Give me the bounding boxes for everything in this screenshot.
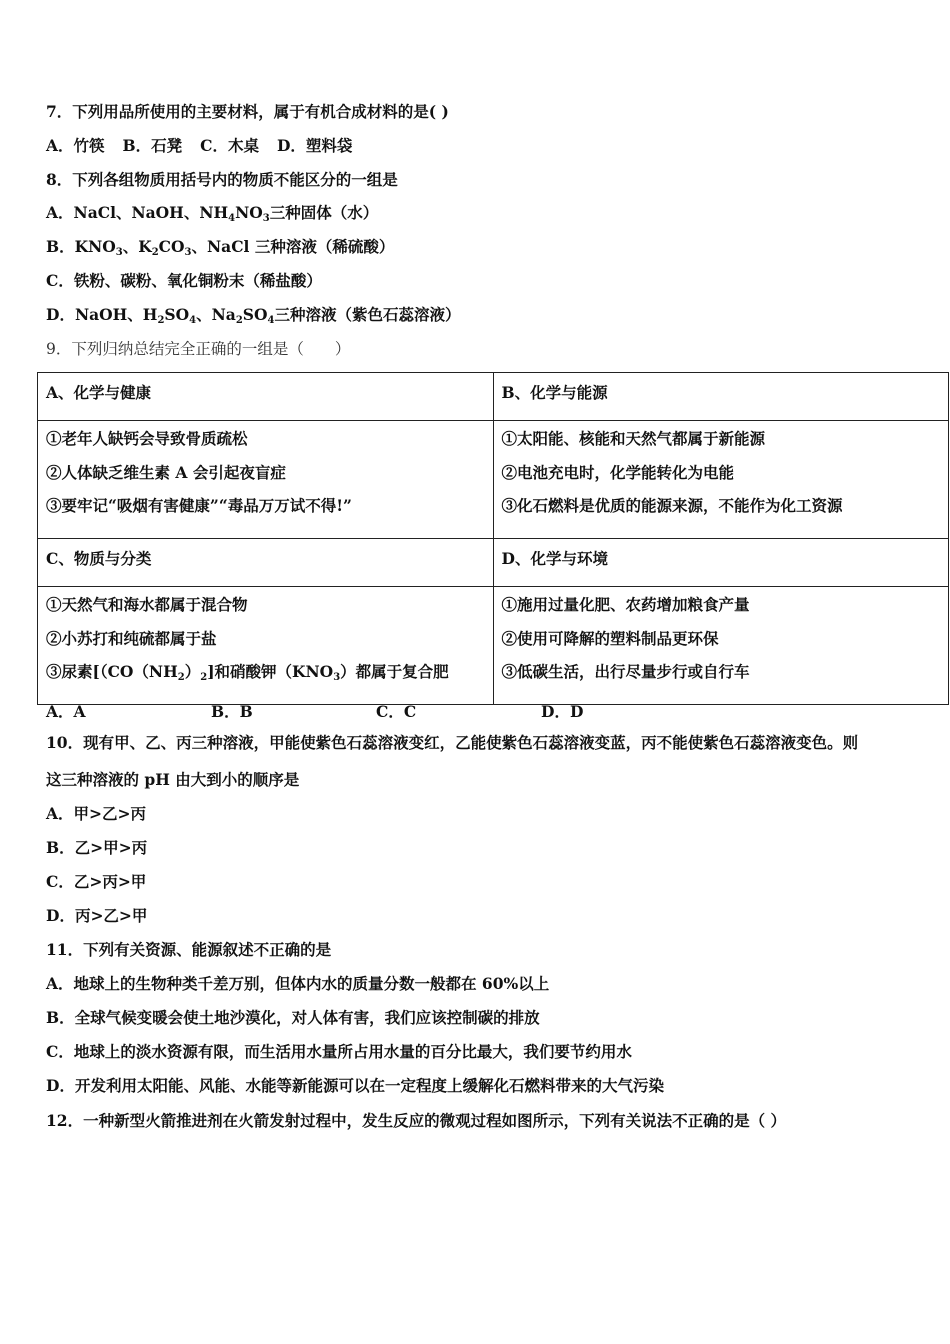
cell-d-heading: D、化学与环境 bbox=[493, 539, 949, 587]
option-c: C．木桌 bbox=[200, 136, 259, 155]
question-7-options bbox=[46, 136, 370, 156]
item: ③要牢记“吸烟有害健康”“毒品万万试不得!” bbox=[46, 496, 352, 515]
question-9-option-a: A．A bbox=[46, 702, 86, 721]
item: ②人体缺乏维生素 A 会引起夜盲症 bbox=[46, 462, 286, 482]
question-11-option-d: D．开发利用太阳能、风能、水能等新能源可以在一定程度上缓解化石燃料带来的大气污染 bbox=[46, 1076, 664, 1095]
text-segment: 三种固体（水） bbox=[269, 203, 379, 222]
cell-a-heading: A、化学与健康 bbox=[38, 373, 494, 421]
item: ①老年人缺钙会导致骨质疏松 bbox=[46, 429, 248, 448]
text-segment: 、NaCl 三种溶液（稀硫酸） bbox=[191, 237, 395, 256]
question-11-option-a: A．地球上的生物种类千差万别，但体内水的质量分数一般都在 60%以上 bbox=[46, 974, 550, 993]
question-9-option-c: C．C bbox=[376, 702, 417, 721]
question-11-option-c: C．地球上的淡水资源有限，而生活用水量所占用水量的百分比最大，我们要节约用水 bbox=[46, 1042, 632, 1061]
question-10-stem: 10．现有甲、乙、丙三种溶液，甲能使紫色石蕊溶液变红，乙能使紫色石蕊溶液变蓝，丙不能使紫色石蕊溶液变色。则 bbox=[46, 733, 859, 752]
subscript: 2 bbox=[177, 672, 185, 683]
text-segment: 三种溶液（紫色石蕊溶液） bbox=[274, 305, 461, 324]
text-segment: C．铁粉、碳粉、氧化铜粉末（稀盐酸） bbox=[46, 271, 322, 290]
question-8-option-c bbox=[46, 271, 322, 291]
item: ③化石燃料是优质的能源来源，不能作为化工资源 bbox=[501, 496, 843, 515]
cell-b-heading: B、化学与能源 bbox=[493, 373, 949, 421]
question-10-option-c: C．乙>丙>甲 bbox=[46, 872, 147, 891]
question-10-option-a: A．甲>乙>丙 bbox=[46, 804, 147, 823]
option-a: A．竹筷 bbox=[46, 136, 105, 155]
question-10-option-b: B．乙>甲>丙 bbox=[46, 838, 148, 857]
item: ①施用过量化肥、农药增加粮食产量 bbox=[501, 595, 750, 614]
question-8-stem: 8．下列各组物质用括号内的物质不能区分的一组是 bbox=[46, 170, 398, 189]
question-8-option-d bbox=[46, 305, 460, 325]
text-segment: 、Na bbox=[196, 305, 236, 324]
subscript: 4 bbox=[228, 213, 236, 224]
text-segment: ]和硝酸钾（KNO bbox=[207, 662, 334, 681]
cell-b-items bbox=[493, 421, 949, 539]
question-9-option-b: B．B bbox=[211, 702, 253, 721]
item: ③低碳生活，出行尽量步行或自行车 bbox=[501, 662, 750, 681]
text-segment: SO bbox=[164, 305, 190, 324]
cell-c-heading: C、物质与分类 bbox=[38, 539, 494, 587]
text-segment: ） bbox=[184, 662, 201, 681]
question-9-stem: 9．下列归纳总结完全正确的一组是（ ） bbox=[46, 340, 351, 358]
subscript: 2 bbox=[235, 315, 243, 326]
question-9-option-d: D．D bbox=[541, 702, 584, 721]
subscript: 2 bbox=[200, 672, 208, 683]
item bbox=[46, 660, 485, 694]
subscript: 4 bbox=[189, 315, 197, 326]
question-7-stem: 7．下列用品所使用的主要材料，属于有机合成材料的是( ) bbox=[46, 102, 449, 121]
text-segment: D．NaOH、H bbox=[46, 305, 158, 324]
subscript: 2 bbox=[151, 247, 159, 258]
text-segment: A．NaCl、NaOH、NH bbox=[46, 203, 229, 222]
item: ②小苏打和纯硫都属于盐 bbox=[46, 628, 217, 648]
text-segment: NO bbox=[235, 203, 263, 222]
question-10-stem-cont: 这三种溶液的 pH 由大到小的顺序是 bbox=[46, 770, 300, 789]
question-11-option-b: B．全球气候变暖会使土地沙漠化，对人体有害，我们应该控制碳的排放 bbox=[46, 1008, 540, 1027]
item: ②使用可降解的塑料制品更环保 bbox=[501, 628, 719, 648]
subscript: 4 bbox=[267, 315, 275, 326]
option-b: B．石凳 bbox=[122, 136, 183, 155]
cell-c-items bbox=[38, 587, 494, 705]
question-10-option-d: D．丙>乙>甲 bbox=[46, 906, 148, 925]
subscript: 2 bbox=[157, 315, 165, 326]
item: ①天然气和海水都属于混合物 bbox=[46, 595, 248, 614]
subscript: 3 bbox=[262, 213, 270, 224]
question-8-option-a bbox=[46, 203, 378, 223]
text-segment: CO bbox=[158, 237, 185, 256]
text-segment: 、K bbox=[122, 237, 152, 256]
text-segment: ）都属于复合肥 bbox=[340, 662, 449, 681]
subscript: 3 bbox=[184, 247, 192, 258]
question-11-stem: 11．下列有关资源、能源叙述不正确的是 bbox=[46, 940, 332, 959]
cell-a-items bbox=[38, 421, 494, 539]
text-segment: SO bbox=[242, 305, 268, 324]
cell-d-items bbox=[493, 587, 949, 705]
question-9-table bbox=[37, 372, 949, 705]
item: ①太阳能、核能和天然气都属于新能源 bbox=[501, 429, 766, 448]
question-12-stem: 12．一种新型火箭推进剂在火箭发射过程中，发生反应的微观过程如图所示，下列有关说法不正确的是（ ） bbox=[46, 1111, 786, 1130]
text-segment: B．KNO bbox=[46, 237, 116, 256]
text-segment: ③尿素[（CO（NH bbox=[46, 662, 178, 681]
subscript: 3 bbox=[333, 672, 341, 683]
subscript: 3 bbox=[115, 247, 123, 258]
question-8-option-b bbox=[46, 237, 394, 257]
item: ②电池充电时，化学能转化为电能 bbox=[501, 462, 735, 482]
option-d: D．塑料袋 bbox=[276, 136, 353, 155]
